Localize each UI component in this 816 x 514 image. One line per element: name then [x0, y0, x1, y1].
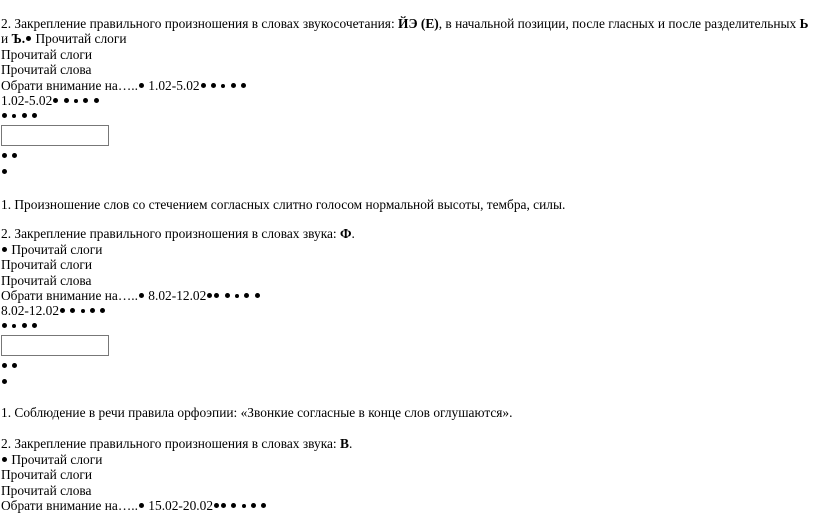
bullet-icon [53, 98, 58, 103]
bullet-icon [12, 324, 16, 328]
bullet-icon [214, 503, 219, 508]
attention-line [1, 78, 247, 94]
heading-text-post: . [351, 226, 355, 241]
bullet-icon [22, 323, 27, 328]
bullet-icon [32, 113, 37, 118]
bullet-icon [12, 114, 16, 118]
date-range: 1.02-5.02 [144, 78, 200, 93]
bullet-icon [2, 113, 7, 118]
bullet-icon [2, 323, 7, 328]
heading-text-post: , в начальной позиции, после гласных и после разделительных [438, 16, 800, 31]
paragraph: 1. Соблюдение в речи правила орфоэпии: «Звонкие согласные в конце слов оглушаются». [1, 405, 513, 420]
block1-heading-line2 [1, 31, 127, 47]
bullet-icon [235, 294, 239, 298]
attention-line [1, 288, 261, 304]
bullet-icon [231, 503, 236, 508]
bullet-icon [90, 308, 95, 313]
block2-heading [1, 226, 355, 242]
read-words-line: Прочитай слова [1, 483, 92, 498]
date-range: 8.02-12.02 [144, 288, 207, 303]
heading-text-post: . [348, 436, 353, 451]
read-syllables-line: Прочитай слоги [1, 467, 93, 482]
bullet-icon [139, 503, 144, 508]
read-syllables-line: Прочитай слоги [1, 257, 93, 272]
bullet-icon [64, 98, 69, 103]
heading-bold: ЙЭ (Е) [398, 16, 439, 31]
bullet-icon [139, 83, 144, 88]
empty-frame [1, 335, 109, 356]
bullet-label: Прочитай слоги [32, 31, 127, 46]
heading-bold: В [340, 436, 349, 451]
dots-row [1, 318, 38, 334]
dots-row [1, 358, 18, 374]
bullet-icon [12, 153, 17, 158]
bullet-icon [26, 36, 31, 41]
bullet-icon [2, 457, 7, 462]
bullet-icon [261, 503, 266, 508]
bullet-icon [83, 98, 88, 103]
attention-label: Обрати внимание на….. [1, 498, 138, 513]
bullet-icon [2, 363, 7, 368]
date-range: 1.02-5.02 [1, 93, 53, 108]
bullet-icon [221, 503, 226, 508]
bullet-icon [2, 247, 7, 252]
paragraph: 1. Произношение слов со стечением согласных слитно голосом нормальной высоты, тембра, силы. [1, 197, 566, 212]
bullet-icon [139, 293, 144, 298]
date-range: 15.02-20.02 [144, 498, 214, 513]
bullet-icon [255, 293, 260, 298]
bullet-icon [244, 293, 249, 298]
read-words-line: Прочитай слова [1, 273, 92, 288]
heading-bold-soft-sign: Ь [799, 16, 809, 31]
bullet-icon [60, 308, 65, 313]
bullet-icon [32, 323, 37, 328]
block1-heading [1, 16, 808, 32]
bullet-icon [241, 83, 246, 88]
bullet-icon [94, 98, 99, 103]
bullet-icon [2, 169, 7, 174]
date-line [1, 93, 100, 109]
bullet-icon [221, 84, 225, 88]
heading-bold-hard-sign: Ъ. [11, 31, 26, 46]
heading-bold: Ф [340, 226, 352, 241]
bullet-label: Прочитай слоги [8, 452, 103, 467]
bullet-icon [231, 83, 236, 88]
bullet-icon [22, 113, 27, 118]
bullet-line [1, 242, 102, 258]
attention-label: Обрати внимание на….. [1, 78, 138, 93]
heading-text: 2. Закрепление правильного произношения в словах звукосочетания: [1, 16, 399, 31]
block3-heading [1, 436, 352, 452]
bullet-icon [242, 504, 246, 508]
bullet-icon [251, 503, 256, 508]
bullet-icon [100, 308, 105, 313]
attention-label: Обрати внимание на….. [1, 288, 138, 303]
bullet-label: Прочитай слоги [8, 242, 103, 257]
bullet-icon [225, 293, 230, 298]
empty-frame [1, 125, 109, 146]
read-syllables-line: Прочитай слоги [1, 47, 93, 62]
dots-row [1, 164, 8, 180]
bullet-icon [201, 83, 206, 88]
bullet-icon [207, 293, 212, 298]
dots-row [1, 148, 18, 164]
heading-text: и [1, 31, 12, 46]
date-range: 8.02-12.02 [1, 303, 60, 318]
bullet-icon [214, 293, 219, 298]
bullet-icon [74, 99, 78, 103]
bullet-icon [2, 379, 7, 384]
dots-row [1, 374, 8, 390]
heading-text: 2. Закрепление правильного произношения в словах звука: [1, 436, 341, 451]
bullet-line [1, 452, 102, 468]
bullet-icon [2, 153, 7, 158]
heading-text: 2. Закрепление правильного произношения в словах звука: [1, 226, 341, 241]
date-line [1, 303, 106, 319]
dots-row [1, 108, 38, 124]
bullet-icon [12, 363, 17, 368]
bullet-icon [211, 83, 216, 88]
read-words-line: Прочитай слова [1, 62, 92, 77]
bullet-icon [81, 309, 85, 313]
bullet-icon [70, 308, 75, 313]
